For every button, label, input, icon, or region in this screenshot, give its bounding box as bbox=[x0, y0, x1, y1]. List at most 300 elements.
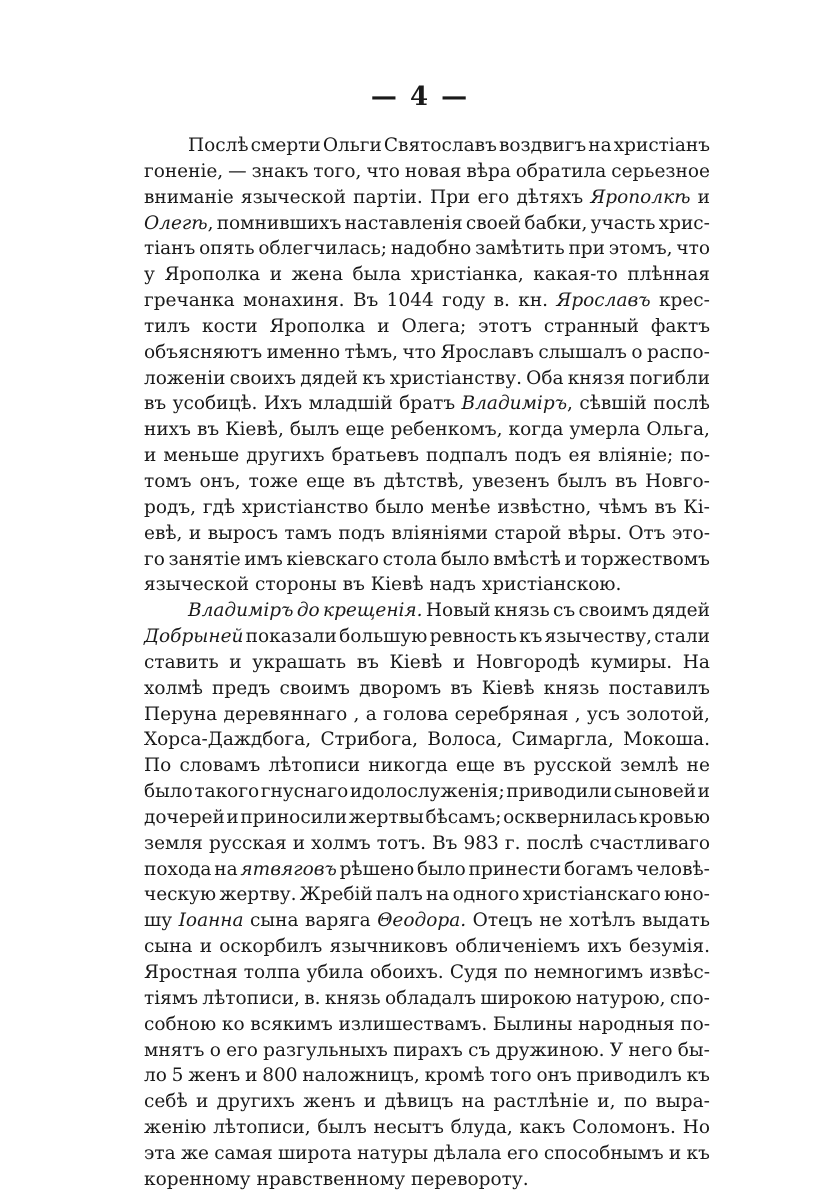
word-group bbox=[376, 882, 423, 908]
word-group bbox=[200, 469, 241, 495]
word: Кіевѣ bbox=[370, 574, 424, 596]
word: еще bbox=[455, 755, 495, 777]
word-group bbox=[354, 702, 360, 728]
italic-word: Владиміръ bbox=[188, 600, 294, 622]
word-group bbox=[610, 1038, 623, 1064]
word-group bbox=[302, 1063, 419, 1089]
text-line bbox=[144, 236, 710, 262]
word-group bbox=[255, 572, 337, 598]
word-group bbox=[144, 443, 156, 469]
word-group bbox=[477, 185, 509, 211]
word: серьезное bbox=[611, 160, 710, 182]
word: русской bbox=[533, 755, 612, 777]
word: подъ bbox=[514, 445, 562, 467]
word: въ bbox=[614, 470, 638, 492]
word: увезенъ bbox=[472, 470, 550, 492]
word-group bbox=[188, 133, 249, 159]
word: вмѣстѣ bbox=[493, 548, 561, 570]
word: при bbox=[568, 238, 605, 260]
word-group bbox=[441, 340, 534, 366]
word-group bbox=[242, 495, 369, 521]
word: и bbox=[144, 445, 157, 467]
word: 1044 bbox=[386, 290, 434, 312]
word: гречанка bbox=[144, 290, 235, 312]
word-group bbox=[362, 366, 385, 392]
word: кровью bbox=[638, 806, 710, 828]
word: христіанскою. bbox=[481, 574, 622, 596]
word: обладалъ bbox=[384, 987, 476, 1009]
word: голова bbox=[383, 703, 449, 725]
word-group bbox=[321, 727, 418, 753]
word-group bbox=[194, 779, 259, 805]
word: ея bbox=[568, 445, 592, 467]
word: фактъ bbox=[650, 315, 710, 337]
word: , bbox=[574, 703, 581, 725]
word-group bbox=[371, 572, 424, 598]
word-group bbox=[411, 1167, 529, 1193]
word-group bbox=[144, 676, 203, 702]
word: серебряная bbox=[454, 703, 569, 725]
word-group bbox=[144, 391, 166, 417]
word: евѣ, bbox=[144, 522, 183, 544]
word: такого bbox=[194, 781, 260, 803]
word-group bbox=[462, 391, 573, 417]
word: способнымъ bbox=[543, 1142, 664, 1164]
word: въ bbox=[356, 651, 379, 673]
word-group bbox=[144, 908, 172, 934]
word-group bbox=[229, 650, 241, 676]
word: дядей bbox=[300, 367, 358, 389]
word-group bbox=[462, 1089, 485, 1115]
word: родъ, bbox=[144, 496, 197, 518]
word-group bbox=[144, 702, 217, 728]
word: холмѣ bbox=[144, 677, 203, 699]
word-group bbox=[144, 779, 193, 805]
word-group bbox=[512, 727, 614, 753]
word: лѣтописи, bbox=[213, 1117, 311, 1139]
word: и bbox=[195, 1091, 209, 1113]
word: — bbox=[228, 160, 247, 182]
word-group bbox=[568, 443, 591, 469]
word-group bbox=[387, 288, 434, 314]
word: тамъ bbox=[284, 522, 332, 544]
page-number: — 4 — bbox=[370, 82, 470, 112]
word-group bbox=[623, 727, 710, 753]
word-group bbox=[480, 986, 571, 1012]
text-line bbox=[144, 624, 710, 650]
word-group bbox=[249, 469, 298, 495]
word: въ bbox=[654, 496, 677, 518]
word: кромѣ bbox=[424, 1065, 485, 1087]
word: было bbox=[417, 858, 466, 880]
word: излишествамъ. bbox=[338, 1013, 488, 1035]
word: гнуснаго bbox=[260, 781, 349, 803]
word-group bbox=[370, 960, 444, 986]
word: усъ bbox=[586, 703, 620, 725]
word: широкою bbox=[480, 987, 572, 1009]
word: Мокоша. bbox=[623, 729, 710, 751]
word: обратила bbox=[515, 160, 607, 182]
word: самая bbox=[214, 1142, 273, 1164]
text-line bbox=[144, 366, 710, 392]
word-group bbox=[144, 469, 192, 495]
word-group bbox=[509, 417, 564, 443]
word-group bbox=[497, 495, 591, 521]
word: стороны bbox=[254, 574, 337, 596]
word-group bbox=[353, 185, 423, 211]
word: го bbox=[144, 548, 165, 570]
word-group bbox=[698, 779, 710, 805]
word: тіанъ bbox=[144, 238, 196, 260]
word: предъ bbox=[212, 677, 271, 699]
word: Ольги bbox=[322, 135, 382, 156]
word-group bbox=[478, 314, 532, 340]
word: сына bbox=[144, 936, 193, 958]
word-group bbox=[466, 159, 510, 185]
text-line bbox=[144, 702, 710, 728]
text-line bbox=[144, 779, 710, 805]
word: 5 bbox=[171, 1065, 184, 1087]
word: идолослуженія; bbox=[349, 781, 505, 803]
word-group bbox=[553, 598, 575, 624]
word: Симаргла, bbox=[511, 729, 614, 751]
word-group bbox=[680, 1012, 710, 1038]
word-group bbox=[411, 262, 524, 288]
word: былъ bbox=[317, 1117, 367, 1139]
italic-word: Ярополкѣ bbox=[590, 186, 691, 208]
word-group bbox=[687, 753, 710, 779]
word: вниманіе bbox=[144, 186, 234, 208]
word: ихъ bbox=[587, 936, 622, 958]
word-group bbox=[214, 857, 237, 883]
word-group bbox=[401, 314, 466, 340]
word: стола bbox=[382, 548, 438, 570]
word: Ярополка bbox=[164, 264, 261, 286]
word-group bbox=[144, 547, 165, 573]
text-line bbox=[144, 650, 710, 676]
text-line bbox=[144, 391, 710, 417]
word-group bbox=[181, 1141, 209, 1167]
word-group bbox=[430, 624, 517, 650]
word-group bbox=[345, 417, 384, 443]
word-group bbox=[472, 469, 549, 495]
word-group bbox=[368, 753, 447, 779]
word: еще bbox=[345, 419, 385, 441]
word: Судя bbox=[449, 962, 498, 983]
word: богамъ bbox=[564, 858, 634, 880]
word: онъ, bbox=[199, 470, 241, 492]
word: ло bbox=[144, 1065, 167, 1087]
word-group bbox=[353, 469, 375, 495]
word-group bbox=[340, 857, 415, 883]
text-line bbox=[144, 986, 710, 1012]
word: сына bbox=[250, 910, 299, 932]
word: несытъ bbox=[373, 1117, 444, 1139]
word-group bbox=[425, 805, 501, 831]
text-line bbox=[144, 133, 710, 159]
word: и bbox=[188, 522, 202, 544]
word: его bbox=[506, 1142, 539, 1164]
word: выдать bbox=[642, 910, 710, 932]
word: по bbox=[623, 1091, 648, 1113]
word: бабки, bbox=[524, 212, 588, 234]
word: меньше bbox=[163, 445, 240, 467]
word: не bbox=[539, 910, 563, 932]
word: словамъ bbox=[179, 755, 261, 777]
word: братъ bbox=[399, 393, 456, 415]
word: язычниковъ bbox=[329, 936, 448, 958]
text-line bbox=[144, 340, 710, 366]
word-group bbox=[587, 702, 620, 728]
word-group bbox=[144, 288, 235, 314]
word-group bbox=[590, 185, 690, 211]
word-group bbox=[651, 314, 710, 340]
text-line bbox=[144, 495, 710, 521]
word: крес- bbox=[658, 290, 710, 312]
word-group bbox=[240, 857, 336, 883]
word-group bbox=[384, 133, 497, 159]
word: лѣтописи, bbox=[202, 987, 300, 1009]
word: языческой bbox=[144, 574, 250, 596]
text-line bbox=[144, 908, 710, 934]
word-group bbox=[426, 598, 491, 624]
word-group bbox=[503, 805, 637, 831]
word: Въ bbox=[352, 290, 379, 312]
word-group bbox=[687, 1063, 710, 1089]
word: женъ bbox=[188, 1065, 241, 1087]
word-group bbox=[614, 133, 710, 159]
word: человѣ- bbox=[636, 858, 710, 880]
word: онъ bbox=[536, 1065, 572, 1087]
word-group bbox=[384, 1089, 453, 1115]
word: было bbox=[144, 781, 193, 803]
word-group bbox=[144, 857, 211, 883]
word-group bbox=[144, 236, 195, 262]
text-line bbox=[144, 417, 710, 443]
word-group bbox=[339, 1012, 488, 1038]
word-group bbox=[466, 211, 521, 237]
text-line bbox=[144, 314, 710, 340]
word-group bbox=[544, 676, 600, 702]
word: большую bbox=[339, 626, 428, 648]
word: похода bbox=[144, 858, 212, 880]
word: и bbox=[292, 832, 306, 854]
word-group bbox=[208, 521, 278, 547]
word-group bbox=[676, 236, 710, 262]
word-group bbox=[258, 236, 387, 262]
word-group bbox=[654, 624, 710, 650]
word-group bbox=[556, 288, 650, 314]
word: дружиною. bbox=[495, 1039, 605, 1061]
word: христіанству. bbox=[389, 367, 522, 389]
word-group bbox=[305, 908, 371, 934]
word: ребенкомъ, bbox=[390, 419, 503, 441]
word-group bbox=[306, 960, 363, 986]
word-group bbox=[144, 727, 311, 753]
word: замѣтить bbox=[475, 238, 565, 260]
word-group bbox=[455, 934, 580, 960]
word-group bbox=[359, 676, 441, 702]
word: у bbox=[144, 264, 155, 286]
italic-word: крещенія. bbox=[323, 600, 423, 622]
word-group bbox=[222, 1012, 245, 1038]
word: погибли bbox=[629, 367, 710, 389]
word: партіи. bbox=[353, 186, 423, 208]
word: опять bbox=[199, 238, 255, 260]
word: князь bbox=[493, 600, 550, 622]
word-group bbox=[144, 366, 225, 392]
word: безумія. bbox=[629, 936, 710, 958]
word-group bbox=[172, 1063, 184, 1089]
word-group bbox=[609, 676, 710, 702]
word: оскорбилъ bbox=[219, 936, 323, 958]
word-group bbox=[520, 1115, 566, 1141]
word-group bbox=[268, 753, 360, 779]
word: хрис- bbox=[658, 212, 710, 234]
word-group bbox=[539, 908, 562, 934]
word: землѣ bbox=[620, 755, 679, 777]
word: воздвигъ bbox=[498, 135, 587, 156]
word-group bbox=[374, 1115, 444, 1141]
word-group bbox=[652, 598, 710, 624]
word: вліяніями bbox=[391, 522, 488, 544]
word: Новый bbox=[425, 600, 491, 622]
word-group bbox=[518, 288, 548, 314]
word: въ bbox=[450, 677, 473, 699]
word-group bbox=[503, 753, 525, 779]
word: менѣе bbox=[430, 496, 491, 518]
word-group bbox=[656, 1089, 710, 1115]
word: Былины bbox=[492, 1013, 573, 1035]
word-group bbox=[383, 469, 464, 495]
word-group bbox=[144, 1012, 216, 1038]
word: вліяніе; bbox=[598, 445, 674, 467]
word-group bbox=[179, 753, 260, 779]
word-group bbox=[639, 805, 710, 831]
word: себѣ bbox=[144, 1091, 188, 1113]
word: былъ bbox=[289, 419, 340, 441]
text-line bbox=[144, 960, 710, 986]
word-group bbox=[653, 391, 710, 417]
word: дѣтяхъ bbox=[516, 186, 584, 208]
word: Ярославъ bbox=[440, 341, 534, 363]
word-group bbox=[286, 547, 379, 573]
word: наложницъ, bbox=[302, 1065, 420, 1087]
word-group bbox=[504, 960, 527, 986]
word: приносили bbox=[240, 806, 348, 828]
word: дѣлала bbox=[433, 1142, 502, 1164]
word-group bbox=[672, 521, 710, 547]
word: него bbox=[628, 1039, 673, 1061]
word-group bbox=[515, 443, 562, 469]
word-group bbox=[516, 185, 583, 211]
word: христіанка, bbox=[410, 264, 524, 286]
word-group bbox=[144, 960, 238, 986]
word-group bbox=[377, 314, 389, 340]
word-group bbox=[391, 236, 472, 262]
word: показали bbox=[245, 626, 337, 648]
word: а bbox=[365, 703, 377, 725]
word-group bbox=[345, 211, 463, 237]
word-group bbox=[213, 1115, 311, 1141]
word: рѣшено bbox=[339, 858, 415, 880]
word-group bbox=[164, 262, 260, 288]
word-group bbox=[240, 805, 347, 831]
word-group bbox=[597, 1089, 615, 1115]
word-group bbox=[431, 495, 491, 521]
word-group bbox=[202, 314, 258, 340]
word-group bbox=[246, 443, 324, 469]
word: 800 bbox=[262, 1065, 298, 1087]
word-group bbox=[243, 288, 345, 314]
word-group bbox=[261, 779, 348, 805]
word: блуда, bbox=[450, 1117, 513, 1139]
word-group bbox=[468, 1038, 490, 1064]
word: дочерей bbox=[144, 806, 225, 828]
word-group bbox=[572, 1115, 676, 1141]
word: не bbox=[686, 755, 710, 777]
word: толпа bbox=[243, 962, 301, 983]
body-text bbox=[144, 133, 710, 1193]
word-group bbox=[325, 986, 381, 1012]
word-group bbox=[645, 469, 710, 495]
word-group bbox=[203, 495, 235, 521]
word-group bbox=[698, 185, 710, 211]
text-line bbox=[144, 572, 710, 598]
word: князь bbox=[324, 987, 381, 1009]
word: Послѣ bbox=[188, 135, 249, 156]
word: Ихъ bbox=[263, 393, 303, 415]
word-group bbox=[366, 702, 377, 728]
word-group bbox=[244, 960, 301, 986]
word-group bbox=[144, 1167, 251, 1193]
word: натуры bbox=[357, 1142, 429, 1164]
word-group bbox=[455, 702, 569, 728]
word-group bbox=[591, 650, 673, 676]
word: послѣ bbox=[653, 393, 710, 415]
word-group bbox=[670, 986, 710, 1012]
word-group bbox=[628, 1038, 672, 1064]
word: стали bbox=[654, 626, 710, 648]
word-group bbox=[523, 882, 661, 908]
word-group bbox=[251, 133, 321, 159]
word-group bbox=[538, 340, 627, 366]
word-group bbox=[628, 521, 665, 547]
word-group bbox=[144, 831, 203, 857]
word-group bbox=[353, 288, 378, 314]
word: извѣс- bbox=[649, 962, 710, 983]
word: У bbox=[609, 1039, 624, 1061]
text-line bbox=[144, 547, 710, 573]
word-group bbox=[391, 417, 503, 443]
word-group bbox=[377, 908, 466, 934]
word-group bbox=[433, 1141, 501, 1167]
word: Ольга, bbox=[646, 419, 710, 441]
word: и bbox=[269, 264, 283, 286]
word-group bbox=[202, 986, 300, 1012]
text-line bbox=[144, 211, 710, 237]
word-group bbox=[144, 211, 213, 237]
word: смерти bbox=[250, 135, 321, 156]
word-group bbox=[429, 572, 476, 598]
word-group bbox=[278, 1141, 352, 1167]
word-group bbox=[345, 340, 398, 366]
word-group bbox=[636, 857, 710, 883]
word: того bbox=[489, 1065, 532, 1087]
word: спо- bbox=[669, 987, 710, 1009]
text-line bbox=[144, 676, 710, 702]
word-group bbox=[499, 133, 586, 159]
